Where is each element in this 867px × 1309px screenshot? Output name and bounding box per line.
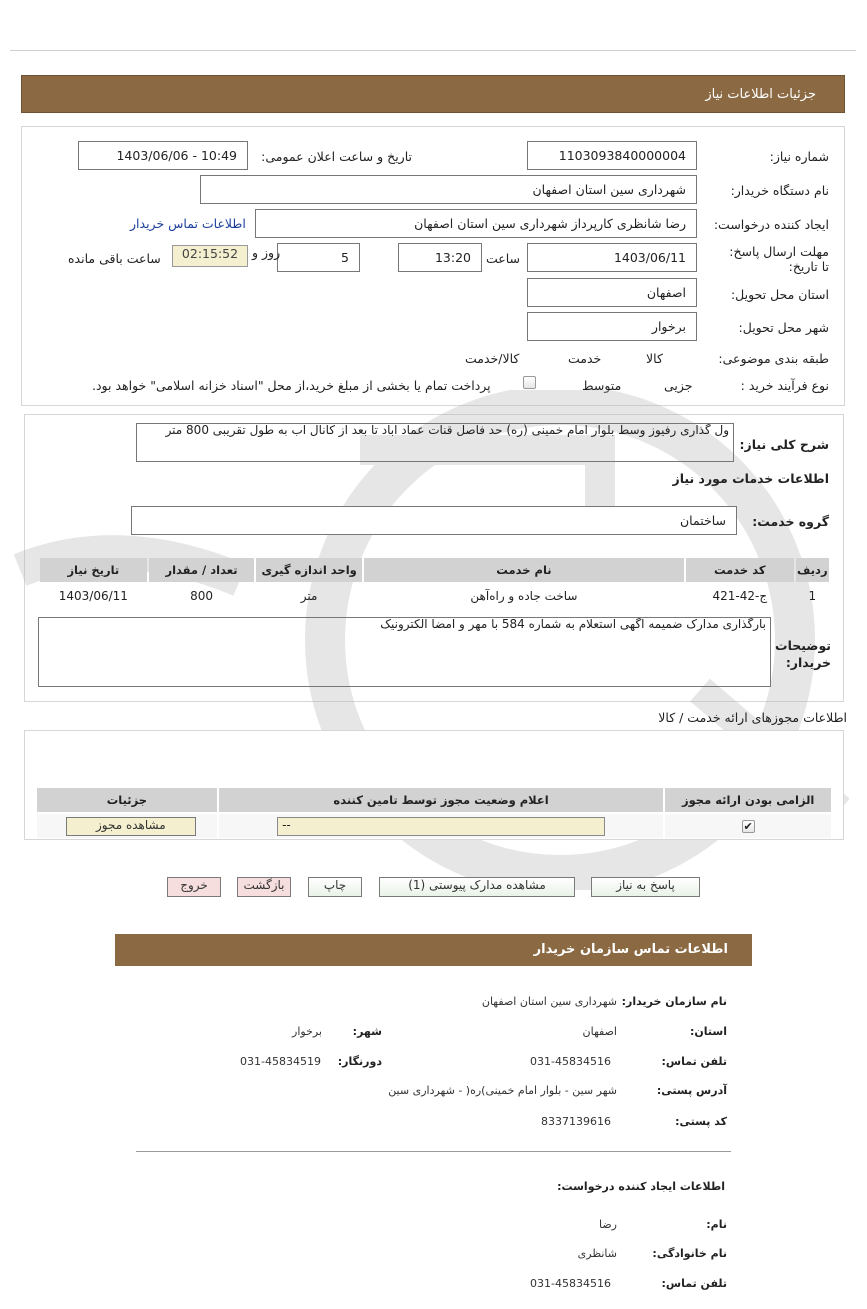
need-number-field: 1103093840000004 xyxy=(527,141,697,170)
contact-phone-label: تلفن تماس: xyxy=(661,1055,727,1068)
view-permit-button[interactable]: مشاهده مجوز xyxy=(66,817,196,836)
city-label: شهر محل تحویل: xyxy=(738,320,829,335)
top-divider xyxy=(10,50,856,51)
creator-family-label: نام خانوادگی: xyxy=(652,1247,727,1260)
col-permit-details: جزئیات xyxy=(37,788,217,812)
days-label: روز و xyxy=(252,245,281,260)
contact-city: برخوار xyxy=(292,1025,322,1038)
permits-title: اطلاعات مجوزهای ارائه خدمت / کالا xyxy=(658,710,847,725)
cell-qty: 800 xyxy=(190,589,213,603)
col-date: تاریخ نیاز xyxy=(40,558,147,582)
city-field: برخوار xyxy=(527,312,697,341)
need-number-label: شماره نیاز: xyxy=(769,149,829,164)
time-label: ساعت xyxy=(486,251,521,266)
category-option-goods: کالا xyxy=(646,351,663,366)
permit-row xyxy=(37,814,831,838)
deadline-time-field: 13:20 xyxy=(398,243,482,272)
page-title: جزئیات اطلاعات نیاز xyxy=(705,87,816,102)
contact-city-label: شهر: xyxy=(352,1025,382,1038)
creator-label: ایجاد کننده درخواست: xyxy=(713,217,829,232)
need-desc-label: شرح کلی نیاز: xyxy=(739,437,829,452)
col-name: نام خدمت xyxy=(364,558,684,582)
cell-row: 1 xyxy=(808,589,817,603)
buyer-notes-label: توضیحات خریدار: xyxy=(775,638,831,670)
buyer-org-field: شهرداری سین استان اصفهان xyxy=(200,175,697,204)
creator-field: رضا شانظری کارپرداز شهرداری سین استان اصفهان xyxy=(255,209,697,238)
col-row: ردیف xyxy=(796,558,829,582)
back-button[interactable]: بازگشت xyxy=(237,877,291,897)
contact-org: شهرداری سین استان اصفهان xyxy=(481,995,617,1008)
permits-table xyxy=(35,786,833,840)
creator-info-title: اطلاعات ایجاد کننده درخواست: xyxy=(557,1180,725,1193)
services-table xyxy=(38,556,831,610)
process-label: نوع فرآیند خرید : xyxy=(740,378,829,393)
announce-field: 1403/06/06 - 10:49 xyxy=(78,141,248,170)
buyer-org-label: نام دستگاه خریدار: xyxy=(730,183,829,198)
cell-name: ساخت جاده و راه‌آهن xyxy=(470,589,578,603)
process-option-partial: جزیی xyxy=(664,378,693,393)
col-code: کد خدمت xyxy=(686,558,794,582)
attachments-button[interactable]: مشاهده مدارک پیوستی (1) xyxy=(379,877,575,897)
contact-fax-label: دورنگار: xyxy=(337,1055,382,1068)
payment-checkbox[interactable] xyxy=(523,376,536,389)
contact-divider xyxy=(136,1151,731,1152)
contact-province-label: استان: xyxy=(690,1025,727,1038)
remaining-timer: 02:15:52 xyxy=(172,245,248,267)
service-group-field: ساختمان xyxy=(131,506,737,535)
category-option-goods-service: کالا/خدمت xyxy=(465,351,520,366)
page-header xyxy=(21,75,845,113)
contact-province: اصفهان xyxy=(582,1025,617,1038)
reply-button[interactable]: پاسخ به نیاز xyxy=(591,877,700,897)
creator-name: رضا xyxy=(598,1218,617,1231)
province-field: اصفهان xyxy=(527,278,697,307)
creator-phone-label: تلفن تماس: xyxy=(661,1277,727,1290)
cell-code: ج-42-421 xyxy=(712,589,768,603)
deadline-label: مهلت ارسال پاسخ: تا تاریخ: xyxy=(729,244,829,274)
creator-family: شانظری xyxy=(577,1247,617,1260)
permit-status-field: -- xyxy=(277,817,605,836)
print-button[interactable]: چاپ xyxy=(308,877,362,897)
services-title: اطلاعات خدمات مورد نیاز xyxy=(672,471,829,486)
col-qty: تعداد / مقدار xyxy=(149,558,255,582)
creator-name-label: نام: xyxy=(706,1218,727,1231)
col-permit-status: اعلام وضعیت مجوز توسط تامین کننده xyxy=(219,788,664,812)
category-option-service: خدمت xyxy=(568,351,602,366)
process-option-medium: متوسط xyxy=(582,378,622,393)
contact-phone: 031-45834516 xyxy=(530,1055,611,1068)
table-row xyxy=(40,584,829,608)
contact-postal-label: کد پستی: xyxy=(675,1115,727,1128)
need-desc-field: ول گذاری رفیوز وسط بلوار امام خمینی (ره) حد فاصل قنات عماد اباد تا بعد از کانال اب به طول تقریبی 800 متر xyxy=(136,423,734,462)
cell-date: 1403/06/11 xyxy=(58,589,128,603)
contact-header xyxy=(115,934,752,966)
contact-org-label: نام سازمان خریدار: xyxy=(621,995,727,1008)
creator-phone: 031-45834516 xyxy=(530,1277,611,1290)
permit-required-checkbox[interactable]: ✔ xyxy=(743,820,753,833)
buyer-notes-field: بارگذاری مدارک ضمیمه آگهی استعلام به شماره 584 با مهر و امضا الکترونیک xyxy=(38,617,771,687)
cell-unit: متر xyxy=(300,589,318,603)
days-field: 5 xyxy=(277,243,360,272)
contact-address-label: آدرس پستی: xyxy=(656,1084,727,1097)
exit-button[interactable]: خروج xyxy=(167,877,221,897)
service-group-label: گروه خدمت: xyxy=(752,514,829,529)
contact-fax: 031-45834519 xyxy=(240,1055,321,1068)
category-label: طبقه بندی موضوعی: xyxy=(718,351,829,366)
buyer-contact-link[interactable]: اطلاعات تماس خریدار xyxy=(130,216,246,231)
contact-postal: 8337139616 xyxy=(541,1115,611,1128)
announce-label: تاریخ و ساعت اعلان عمومی: xyxy=(261,149,412,164)
deadline-date-field: 1403/06/11 xyxy=(527,243,697,272)
col-unit: واحد اندازه گیری xyxy=(256,558,362,582)
province-label: استان محل تحویل: xyxy=(730,287,829,302)
remaining-label: ساعت باقی مانده xyxy=(68,251,161,266)
col-permit-required: الزامی بودن ارائه مجوز xyxy=(665,788,831,812)
payment-note: پرداخت تمام یا بخشی از مبلغ خرید،از محل "اسناد خزانه اسلامی" خواهد بود. xyxy=(92,378,491,393)
contact-title: اطلاعات تماس سازمان خریدار xyxy=(533,942,728,957)
contact-address: شهر سین - بلوار امام خمینی)ره( - شهرداری سین xyxy=(388,1084,617,1097)
